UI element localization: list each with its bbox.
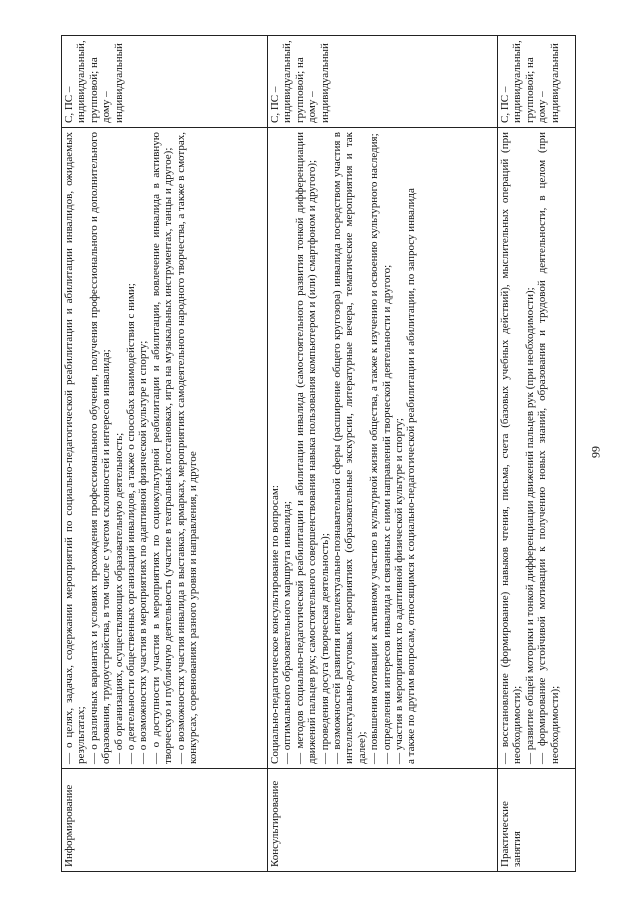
- list-item: а также по другим вопросам, относящимся к социально-педагогической реабилитации и абилитации, по запросу инвалида: [405, 188, 418, 764]
- list-item: — об организациях, осуществляющих образовательную деятельность;: [112, 432, 125, 764]
- row-title: Информирование: [63, 784, 75, 867]
- services-table: [61, 35, 576, 872]
- row-title-cell: [268, 769, 498, 872]
- row-title-cell: [62, 769, 268, 872]
- list-item: — о возможностях участия в мероприятиях по адаптивной физической культуре и спорту;: [137, 340, 150, 764]
- row-type: С, ПС – индивидуальный, групповой; на дому – индивидуальный: [499, 40, 561, 123]
- table-row-practical: [498, 36, 576, 872]
- list-item: — развитие общей моторики и тонкой дифференциации движений пальцев рук (при необходимости);: [523, 287, 536, 764]
- row-type: С, ПС – индивидуальный, групповой; на дому – индивидуальный: [269, 40, 331, 123]
- list-item: — оптимального образовательного маршрута инвалида;: [281, 501, 294, 764]
- row-content-cell: [62, 128, 268, 769]
- list-item: — о возможностях участия инвалида в выставках, ярмарках, мероприятиях самодеятельного народного творчества, а также в смотрах, конкурсах, соревнованиях разного уровня и направления, и другое: [174, 132, 200, 764]
- row-content-cell: [268, 128, 498, 769]
- list-item: — повышения мотивации к активному участию в культурной жизни общества, а также к изучению и освоению культурного наследия;: [368, 133, 381, 764]
- list-item: — участия в мероприятиях по адаптивной физической культуре и спорту;: [393, 418, 406, 764]
- list-item: — формирование устойчивой мотивации к получению новых знаний, образования и трудовой деятельности, в целом (при необходимости);: [536, 132, 561, 764]
- list-item: — о целях, задачах, содержании мероприятий по социально-педагогической реабилитации и абилитации инвалидов, ожидаемых результатах;: [63, 132, 88, 764]
- page-number: 99: [588, 446, 603, 458]
- list-item: — проведения досуга (творческая деятельность);: [318, 533, 331, 764]
- table-row-informing: [62, 36, 268, 872]
- row-type-cell: [62, 36, 268, 128]
- row-title-cell: [498, 769, 576, 872]
- row-title: Консультирование: [269, 780, 281, 867]
- list-item: — о различных вариантах и условиях прохождения профессионального обучения, получения профессионального и дополнительного образования, трудоустройства, в том числе с учетом склонностей и интересов инвалида;: [87, 132, 113, 764]
- list-item: — методов социально-педагогической реабилитации и абилитации инвалида (самостоятельного развития тонкой дифференциации движений пальцев рук; самостоятельного совершенствования навыка пользования компьютером и (или) смартфоном и другого);: [293, 132, 319, 764]
- list-item: — о деятельности общественных организаций инвалидов, а также о способах взаимодействия с ними;: [125, 283, 138, 764]
- rotated-page: [61, 36, 575, 872]
- row-type-cell: [498, 36, 576, 128]
- row-title: Практические занятия: [499, 801, 524, 867]
- list-item: Социально-педагогическое консультирование по вопросам:: [269, 485, 281, 764]
- list-item: — восстановление (формирование) навыков чтения, письма, счета (базовых учебных действий), мыслительных операций (при необходимости);: [499, 132, 524, 764]
- list-item: — возможностей развития интеллектуально-познавательной сферы (расширение общего кругозора) инвалида посредством участия в интеллектуально-досуговых мероприятиях (образовательные экскурсии, литературные вечера, тематические мероприятия и так далее);: [331, 132, 368, 764]
- list-item: — определения интересов инвалида и связанных с ними направлений творческой деятельности и другого;: [380, 264, 393, 764]
- row-type-cell: [268, 36, 498, 128]
- table-row-consulting: [268, 36, 498, 872]
- list-item: — о доступности участия в мероприятиях по социокультурной реабилитации и абилитации, вовлечение инвалида в активную творческую и публичную деятельность (участие в театральных постановках, игра на музыкальных инструментах, танцы и другое);: [149, 132, 175, 764]
- row-content-cell: [498, 128, 576, 769]
- row-type: С, ПС – индивидуальный, групповой; на дому – индивидуальный: [63, 40, 125, 123]
